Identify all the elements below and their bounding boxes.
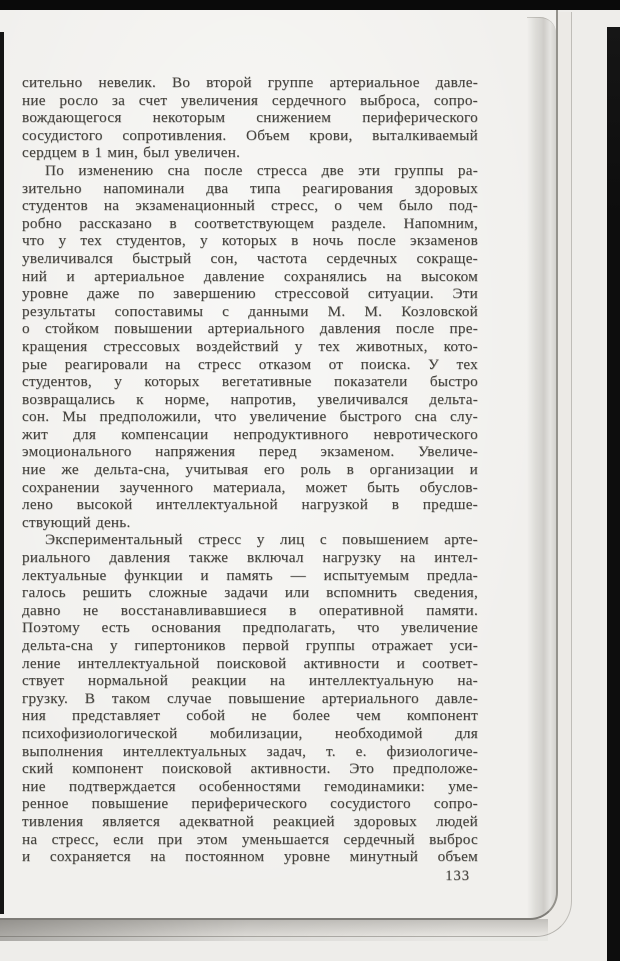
text-line: грузку. В таком случае повышение артериального давле- xyxy=(22,689,478,707)
text-line: рые реагировали на стресс отказом от поиска. У тех xyxy=(22,355,478,373)
text-line: результаты сопоставимы с данными М. М. Козловской xyxy=(22,302,478,320)
text-line: ствующий день. xyxy=(22,513,131,531)
text-line: Экспериментальный стресс у лиц с повышением арте- xyxy=(45,531,478,549)
text-line: сохранении заученного материала, может быть обуслов- xyxy=(22,478,478,496)
text-line: зительно напоминали два типа реагирования здоровых xyxy=(22,179,478,197)
text-line: уровне даже по завершению стрессовой ситуации. Эти xyxy=(22,285,478,303)
text-line: увеличивался быстрый сон, частота сердечных сокраще- xyxy=(22,249,478,267)
text-line: лено высокой интеллектуальной нагрузкой в предше- xyxy=(22,496,478,514)
text-line: ние же дельта-сна, учитывая его роль в организации и xyxy=(22,461,478,479)
text-line: сительно невелик. Во второй группе артериальное давле- xyxy=(22,74,478,91)
text-line: ский компонент поисковой активности. Это предположе- xyxy=(22,760,478,778)
text-line: студентов, у которых вегетативные показатели быстро xyxy=(22,373,478,391)
text-line: кращения стрессовых воздействий у тех животных, кото- xyxy=(22,337,478,355)
text-line: галось решить сложные задачи или вспомнить сведения, xyxy=(22,584,478,602)
text-line: ренное повышение периферического сосудистого сопро- xyxy=(22,795,478,813)
text-line: студентов на экзаменационный стресс, о чем было под- xyxy=(22,197,478,215)
text-block xyxy=(22,74,478,866)
text-line: психофизиологической мобилизации, необходимой для xyxy=(22,724,478,742)
text-line: на стресс, если при этом уменьшается сердечный выброс xyxy=(22,830,478,848)
text-line: тивления является адекватной реакцией здоровых людей xyxy=(22,812,478,830)
text-line: давно не восстанавливавшиеся в оперативной памяти. xyxy=(22,601,478,619)
book-page xyxy=(0,10,558,920)
text-line: сон. Мы предположили, что увеличение быстрого сна слу- xyxy=(22,408,478,426)
page-bottom-shadow xyxy=(0,919,548,941)
scan-border-left xyxy=(0,32,4,914)
text-line: возвращались к норме, напротив, увеличивался дельта- xyxy=(22,390,478,408)
text-line: По изменению сна после стресса две эти группы ра- xyxy=(45,161,478,179)
text-line: выполнения интеллектуальных задач, т. е. физиологиче- xyxy=(22,742,478,760)
text-line: что у тех студентов, у которых в ночь после экзаменов xyxy=(22,232,478,250)
text-line: ление интеллектуальной поисковой активности и соответ- xyxy=(22,654,478,672)
text-line: сердцем в 1 мин, был увеличен. xyxy=(22,144,241,162)
scan-border-right xyxy=(607,27,620,961)
page-number: 133 xyxy=(445,868,470,884)
text-line: ствует нормальной реакции на интеллектуальную на- xyxy=(22,672,478,690)
text-line: жит для компенсации непродуктивного невротического xyxy=(22,425,478,443)
text-line: ние росло за счет увеличения сердечного выброса, сопро- xyxy=(22,91,478,109)
text-line: ния представляет собой не более чем компонент xyxy=(22,707,478,725)
text-line: и сохраняется на постоянном уровне минутный объем xyxy=(22,848,478,866)
page-fore-edge xyxy=(527,17,556,918)
text-line: дельта-сна у гипертоников первой группы отражает уси- xyxy=(22,637,478,654)
text-line: Поэтому есть основания предполагать, что увеличение xyxy=(22,619,478,637)
text-line: риального давления также включал нагрузку на интел- xyxy=(22,549,478,567)
text-line: лектуальные функции и память — испытуемым предла- xyxy=(22,566,478,584)
text-line: ний и артериальное давление сохранялись на высоком xyxy=(22,267,478,285)
text-line: сосудистого сопротивления. Объем крови, выталкиваемый xyxy=(22,126,478,144)
text-line: о стойком повышении артериального давления после пре- xyxy=(22,320,478,338)
text-line: эмоционального напряжения перед экзаменом. Увеличе- xyxy=(22,443,478,461)
scan-border-top xyxy=(0,0,620,10)
text-line: ние подтверждается особенностями гемодинамики: уме- xyxy=(22,777,478,795)
text-line: вождающегося некоторым снижением периферического xyxy=(22,109,478,127)
text-line: робно рассказано в соответствующем разделе. Напомним, xyxy=(22,214,478,232)
